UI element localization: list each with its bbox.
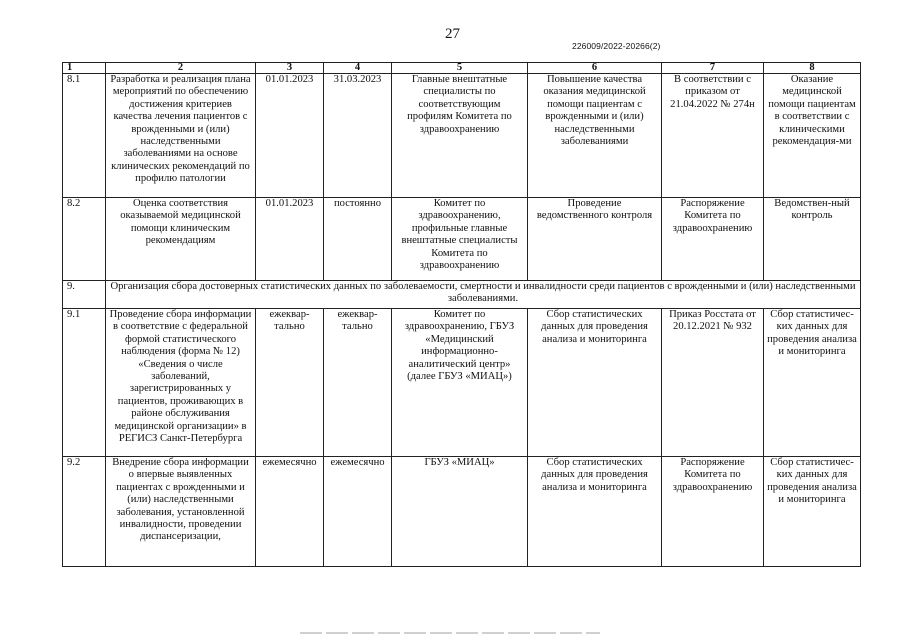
header-cell: 2 xyxy=(106,63,256,74)
header-cell: 6 xyxy=(528,63,662,74)
result-cell: Сбор статистических данных для проведения анализа и мониторинга xyxy=(528,309,662,457)
activity-cell: Проведение сбора информации в соответствие с федеральной формой статистического наблюдения (форма № 12) «Сведения о числе заболеваний, зарегистрированных у пациентов, проживающих в районе обслуживания медицинской организации» в РЕГИСЗ Санкт-Петербурга xyxy=(106,309,256,457)
header-cell: 3 xyxy=(256,63,324,74)
header-cell: 7 xyxy=(662,63,764,74)
responsible-cell: Комитет по здравоохранению, ГБУЗ «Медицинский информационно-аналитический центр» (далее ГБУЗ «МИАЦ») xyxy=(392,309,528,457)
section-number: 9. xyxy=(63,281,106,309)
result-cell: Проведение ведомственного контроля xyxy=(528,198,662,281)
outcome-cell: Сбор статистичес-ких данных для проведения анализа и мониторинга xyxy=(764,457,861,567)
start-date-cell: 01.01.2023 xyxy=(256,198,324,281)
activity-cell: Разработка и реализация плана мероприятий по обеспечению достижения критериев качества лечения пациентов с врожденными и (или) наследственными заболеваниями на основе клинических рекомендаций по профилю патологии xyxy=(106,74,256,198)
scan-artifact xyxy=(300,632,600,634)
header-cell: 1 xyxy=(63,63,106,74)
document-code: 226009/2022-20266(2) xyxy=(572,41,661,51)
section-row xyxy=(63,281,861,309)
row-number: 9.2 xyxy=(63,457,106,567)
basis-cell: Распоряжение Комитета по здравоохранению xyxy=(662,457,764,567)
table-header-row xyxy=(63,63,861,74)
end-date-cell: 31.03.2023 xyxy=(324,74,392,198)
table-row xyxy=(63,74,861,198)
table-row xyxy=(63,309,861,457)
plan-table xyxy=(62,62,861,567)
section-title: Организация сбора достоверных статистических данных по заболеваемости, смертности и инвалидности среди пациентов с врожденными и (или) наследственными заболеваниями. xyxy=(106,281,861,309)
end-date-cell: ежемесячно xyxy=(324,457,392,567)
start-date-cell: ежеквар-тально xyxy=(256,309,324,457)
row-number: 9.1 xyxy=(63,309,106,457)
basis-cell: Распоряжение Комитета по здравоохранению xyxy=(662,198,764,281)
row-number: 8.2 xyxy=(63,198,106,281)
header-cell: 4 xyxy=(324,63,392,74)
outcome-cell: Сбор статистичес-ких данных для проведения анализа и мониторинга xyxy=(764,309,861,457)
result-cell: Сбор статистических данных для проведения анализа и мониторинга xyxy=(528,457,662,567)
start-date-cell: ежемесячно xyxy=(256,457,324,567)
basis-cell: В соответствии с приказом от 21.04.2022 № 274н xyxy=(662,74,764,198)
table-row xyxy=(63,457,861,567)
basis-cell: Приказ Росстата от 20.12.2021 № 932 xyxy=(662,309,764,457)
start-date-cell: 01.01.2023 xyxy=(256,74,324,198)
result-cell: Повышение качества оказания медицинской помощи пациентам с врожденными и (или) наследственными заболеваниями xyxy=(528,74,662,198)
header-cell: 8 xyxy=(764,63,861,74)
responsible-cell: Комитет по здравоохранению, профильные главные внештатные специалисты Комитета по здравоохранению xyxy=(392,198,528,281)
header-cell: 5 xyxy=(392,63,528,74)
table-row xyxy=(63,198,861,281)
outcome-cell: Оказание медицинской помощи пациентам в соответствии с клиническими рекомендация-ми xyxy=(764,74,861,198)
activity-cell: Внедрение сбора информации о впервые выявленных пациентах с врожденными и (или) наследственными заболевания, установленной инвалидности, проведении диспансеризации, xyxy=(106,457,256,567)
row-number: 8.1 xyxy=(63,74,106,198)
responsible-cell: Главные внештатные специалисты по соответствующим профилям Комитета по здравоохранению xyxy=(392,74,528,198)
activity-cell: Оценка соответствия оказываемой медицинской помощи клиническим рекомендациям xyxy=(106,198,256,281)
end-date-cell: ежеквар-тально xyxy=(324,309,392,457)
responsible-cell: ГБУЗ «МИАЦ» xyxy=(392,457,528,567)
end-date-cell: постоянно xyxy=(324,198,392,281)
page-number: 27 xyxy=(445,26,460,42)
outcome-cell: Ведомствен-ный контроль xyxy=(764,198,861,281)
